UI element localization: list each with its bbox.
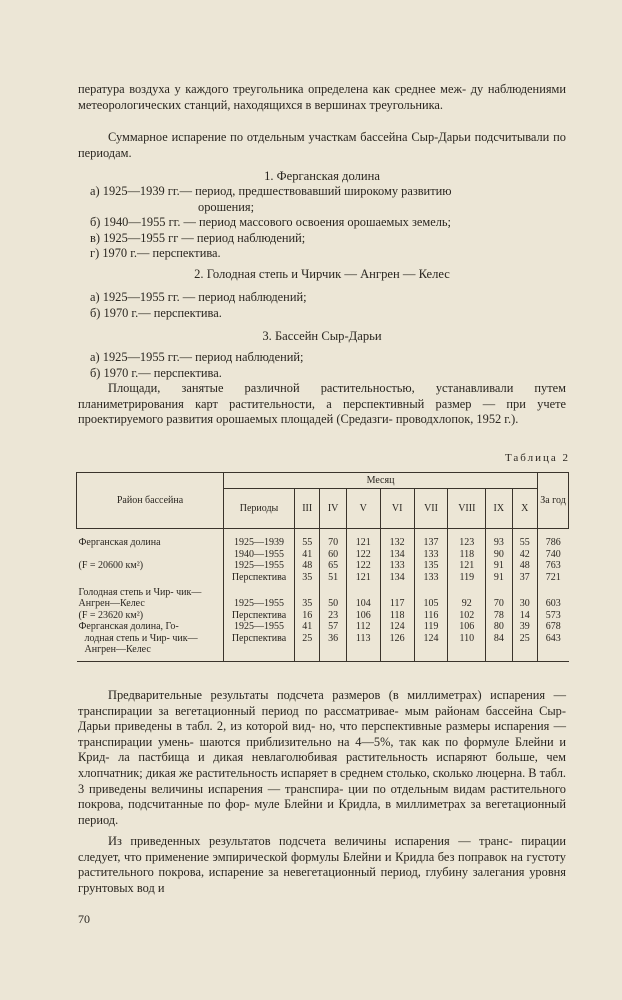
cell-year: 740 (538, 549, 569, 560)
cell-value: 132 (380, 529, 414, 549)
cell-value: 118 (448, 549, 486, 560)
table-caption: Таблица 2 (504, 452, 570, 464)
cell-value: 55 (295, 529, 320, 549)
cell-value: 70 (486, 583, 512, 610)
cell-year: 786 (538, 529, 569, 549)
header-year: За год (538, 473, 569, 529)
table-row (77, 621, 569, 632)
cell-value: 84 (486, 633, 512, 662)
cell-value: 93 (486, 529, 512, 549)
cell-period: Перспектива (224, 633, 295, 662)
cell-value: 41 (295, 621, 320, 632)
header-month-iii: III (295, 489, 320, 529)
cell-year: 643 (538, 633, 569, 662)
cell-region: Ферганская долина (78, 537, 161, 549)
cell-value: 124 (414, 633, 448, 662)
cell-value: 37 (512, 572, 538, 583)
paragraph-5: Из приведенных результатов подсчета величины испарения — транс- пирации следует, что применение эмпирической формулы Блейни и Кридла без поправок на густоту растительного покрова, испарение за невегетационный период, глубину залегания уровня грунтовых вод и (78, 834, 566, 895)
list-item: б) 1970 г.— перспектива. (90, 305, 222, 320)
cell-value: 104 (346, 583, 380, 610)
section-2-heading: 2. Голодная степь и Чирчик — Ангрен — Келес (194, 267, 450, 281)
header-month: Месяц (224, 473, 538, 489)
header-month-iv: IV (320, 489, 346, 529)
cell-value: 78 (486, 610, 512, 621)
cell-region: Ферганская долина, Го- (78, 621, 179, 633)
cell-value: 123 (448, 529, 486, 549)
cell-region: лодная степь и Чир- чик—Ангрен—Келес (84, 632, 198, 656)
list-item: б) 1940—1955 гг. — период массового освоения орошаемых земель; (90, 215, 451, 230)
section-1-list (90, 184, 568, 262)
table-row (77, 529, 569, 549)
cell-value: 80 (486, 621, 512, 632)
cell-year: 603 (538, 583, 569, 610)
cell-period: 1925—1955 (224, 583, 295, 610)
cell-value: 70 (320, 529, 346, 549)
table-row (77, 633, 569, 662)
cell-region: Голодная степь и Чир- чик—Ангрен—Келес (78, 587, 202, 610)
cell-year: 721 (538, 572, 569, 583)
cell-region (77, 549, 224, 560)
cell-value: 121 (448, 560, 486, 571)
cell-value: 133 (380, 560, 414, 571)
cell-value: 133 (414, 572, 448, 583)
cell-value: 90 (486, 549, 512, 560)
paragraph-2: Суммарное испарение по отдельным участкам бассейна Сыр-Дарьи подсчитывали по периодам. (78, 130, 566, 160)
table-row (77, 560, 569, 571)
cell-period: 1925—1955 (224, 560, 295, 571)
paragraph-1: пература воздуха у каждого треугольника определена как среднее меж- ду наблюдениями метеорологических станций, находящихся в вершинах треугольника. (78, 82, 566, 112)
paragraph-4: Предварительные результаты подсчета размеров (в миллиметрах) испарения — транспирации за вегетационный период по рассматривае- мым районам бассейна Сыр-Дарьи приведены в табл. 2, из которой вид- но, что перспективные размеры испарения — транспирации умень- шаются приблизительно на 4—5%, так как по формуле Блейни и Крид- ла пастбища и дикая невлаголюбивая растительность испаряют больше, чем хлопчатник; дикая же растительность испаряет в среднем столько, сколько люцерна. В табл. 3 приведены величины испарения — транспира- ции по отдельным видам растительного покрова, подсчитанные по фор- муле Блейни и Кридла, в миллиметрах за вегетационный период. (78, 688, 566, 827)
header-month-ix: IX (486, 489, 512, 529)
cell-value: 51 (320, 572, 346, 583)
header-month-viii: VIII (448, 489, 486, 529)
cell-value: 50 (320, 583, 346, 610)
table-row (77, 610, 569, 621)
cell-period: 1940—1955 (224, 549, 295, 560)
cell-value: 135 (414, 560, 448, 571)
cell-value: 25 (512, 633, 538, 662)
cell-value: 134 (380, 572, 414, 583)
cell-value: 16 (295, 610, 320, 621)
cell-value: 14 (512, 610, 538, 621)
list-item: а) 1925—1955 гг.— период наблюдений; (90, 350, 304, 364)
cell-year: 573 (538, 610, 569, 621)
cell-region: (F = 23620 км²) (78, 609, 144, 621)
cell-value: 48 (512, 560, 538, 571)
list-item: а) 1925—1939 гг.— период, предшествовавший широкому развитию (90, 184, 452, 198)
cell-value: 30 (512, 583, 538, 610)
cell-period: Перспектива (224, 610, 295, 621)
header-month-v: V (346, 489, 380, 529)
cell-value: 133 (414, 549, 448, 560)
table-row (77, 549, 569, 560)
cell-period: Перспектива (224, 572, 295, 583)
cell-year: 763 (538, 560, 569, 571)
cell-value: 106 (448, 621, 486, 632)
header-region: Район бассейна (77, 473, 224, 529)
cell-region: (F = 20600 км²) (78, 560, 144, 572)
cell-value: 122 (346, 549, 380, 560)
cell-value: 35 (295, 572, 320, 583)
cell-value: 126 (380, 633, 414, 662)
cell-value: 60 (320, 549, 346, 560)
cell-value: 25 (295, 633, 320, 662)
cell-value: 36 (320, 633, 346, 662)
list-item: г) 1970 г.— перспектива. (90, 246, 221, 261)
cell-value: 91 (486, 560, 512, 571)
cell-value: 134 (380, 549, 414, 560)
header-periods: Периоды (224, 489, 295, 529)
section-3-heading: 3. Бассейн Сыр-Дарьи (262, 329, 382, 343)
cell-value: 39 (512, 621, 538, 632)
cell-value: 105 (414, 583, 448, 610)
cell-value: 48 (295, 560, 320, 571)
page-number: 70 (78, 912, 90, 926)
cell-value: 23 (320, 610, 346, 621)
cell-year: 678 (538, 621, 569, 632)
cell-period: 1925—1939 (224, 529, 295, 549)
table-row (77, 583, 569, 610)
header-month-vi: VI (380, 489, 414, 529)
cell-value: 55 (512, 529, 538, 549)
list-item: в) 1925—1955 гг — период наблюдений; (90, 230, 306, 245)
section-2-list (90, 290, 568, 321)
cell-value: 35 (295, 583, 320, 610)
table-row (77, 572, 569, 583)
cell-value: 122 (346, 560, 380, 571)
section-3-list (90, 350, 568, 381)
cell-value: 65 (320, 560, 346, 571)
cell-value: 119 (448, 572, 486, 583)
list-item-continuation: орошения; (198, 199, 255, 214)
cell-value: 137 (414, 529, 448, 549)
cell-value: 116 (414, 610, 448, 621)
cell-value: 57 (320, 621, 346, 632)
cell-value: 117 (380, 583, 414, 610)
section-1-heading: 1. Ферганская долина (264, 169, 380, 183)
cell-region (77, 572, 224, 583)
cell-value: 106 (346, 610, 380, 621)
list-item: а) 1925—1955 гг. — период наблюдений; (90, 290, 307, 304)
header-month-vii: VII (414, 489, 448, 529)
cell-value: 42 (512, 549, 538, 560)
cell-value: 113 (346, 633, 380, 662)
cell-period: 1925—1955 (224, 621, 295, 632)
cell-value: 91 (486, 572, 512, 583)
paragraph-3: Площади, занятые различной растительностью, устанавливали путем планиметрирования карт растительности, а перспективный размер — при учете проектируемого развития орошаемых площадей (Средазги- проводхлопок, 1952 г.). (78, 381, 566, 427)
cell-value: 112 (346, 621, 380, 632)
cell-value: 118 (380, 610, 414, 621)
cell-value: 121 (346, 572, 380, 583)
cell-value: 124 (380, 621, 414, 632)
cell-value: 121 (346, 529, 380, 549)
cell-value: 41 (295, 549, 320, 560)
header-month-x: X (512, 489, 538, 529)
cell-value: 110 (448, 633, 486, 662)
data-table (76, 472, 569, 662)
cell-value: 119 (414, 621, 448, 632)
list-item: б) 1970 г.— перспектива. (90, 365, 222, 380)
cell-value: 102 (448, 610, 486, 621)
cell-value: 92 (448, 583, 486, 610)
